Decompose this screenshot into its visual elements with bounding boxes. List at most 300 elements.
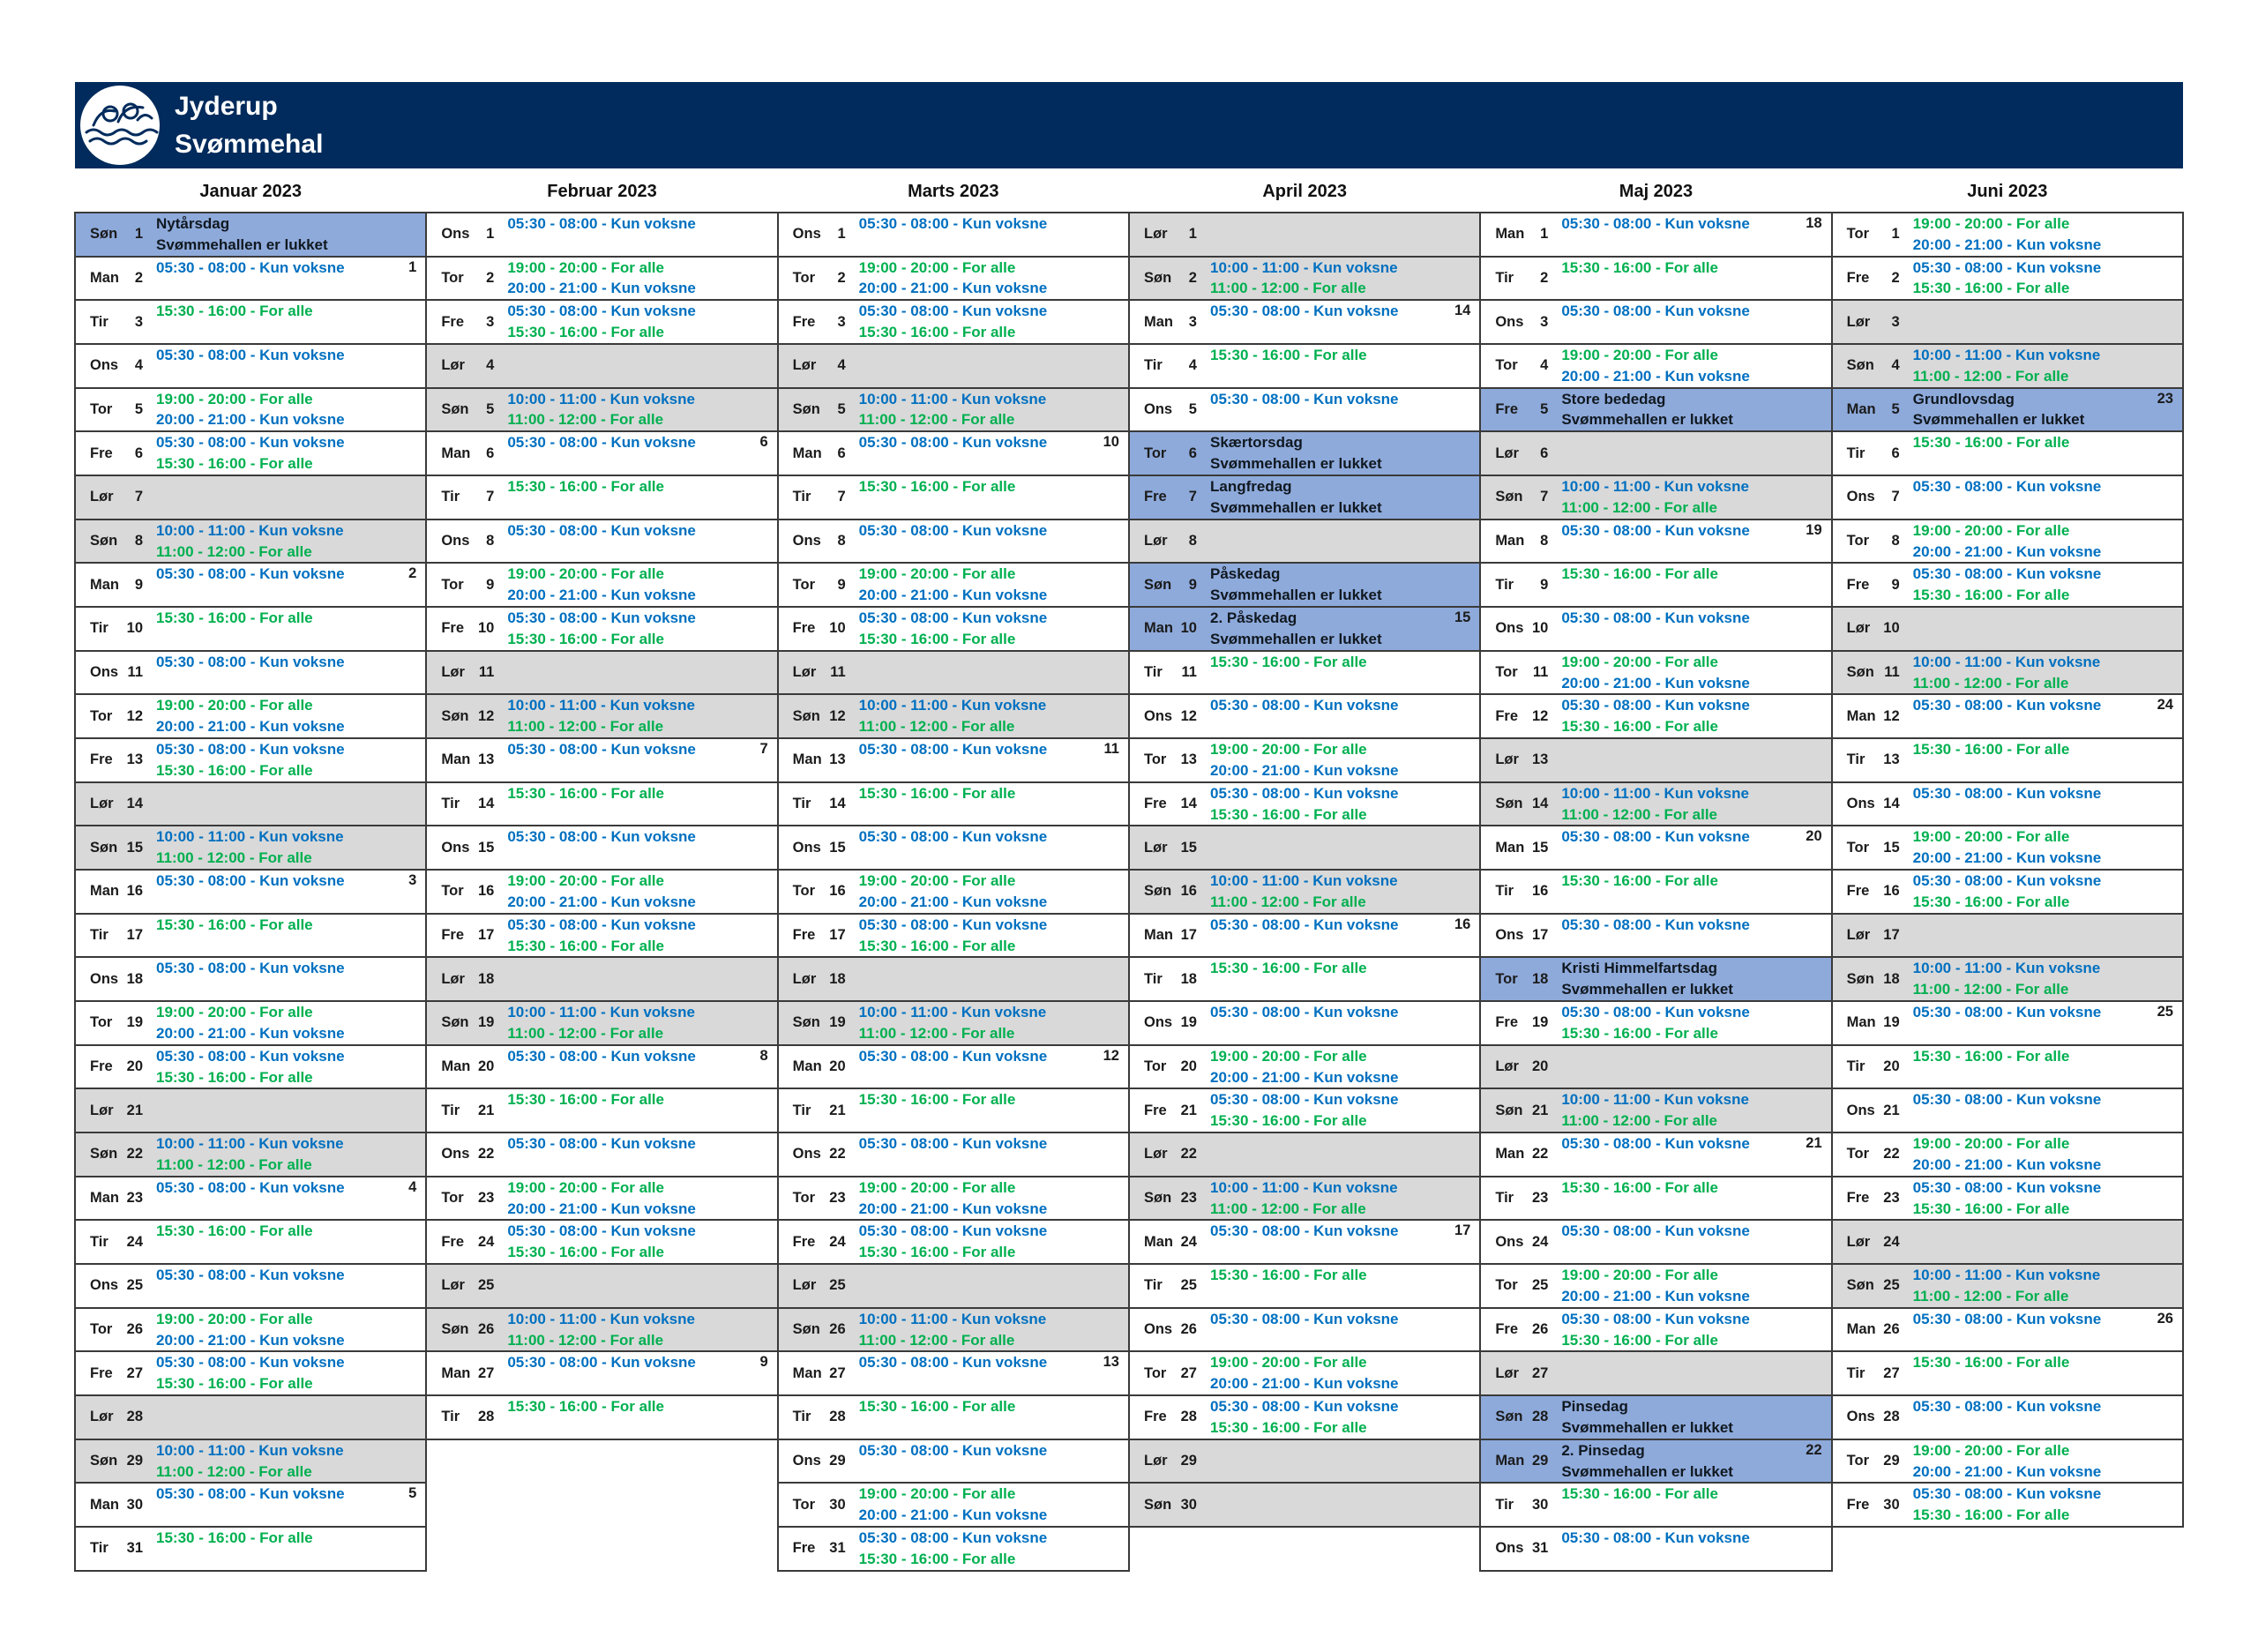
swimmer-logo-icon [79, 85, 161, 166]
day-events [859, 520, 1048, 542]
day-cell [779, 1263, 1128, 1307]
day-events [859, 1528, 1048, 1570]
day-number: 17 [1531, 927, 1549, 944]
day-label [1144, 213, 1197, 256]
day-events [507, 915, 696, 957]
weekday: Søn [1495, 1409, 1523, 1425]
day-events [1561, 1002, 1750, 1044]
session-time: 05:30 - 08:00 - Kun voksne [1209, 784, 1399, 802]
session-time: 11:00 - 12:00 - For alle [156, 1462, 312, 1480]
day-label [1495, 1352, 1548, 1394]
day-label [441, 301, 494, 343]
day-label [1847, 783, 1900, 826]
day-cell [427, 562, 776, 606]
day-label [1144, 476, 1197, 519]
day-number: 10 [126, 620, 143, 637]
day-number: 18 [477, 970, 495, 987]
day-label [1495, 695, 1548, 737]
day-cell [427, 1263, 776, 1307]
day-cell [1481, 825, 1830, 869]
day-cell [1833, 1263, 2182, 1307]
weekday: Man [1495, 226, 1525, 243]
day-number: 13 [477, 751, 495, 768]
day-events [1210, 652, 1367, 673]
day-cell [427, 1132, 776, 1176]
day-label [793, 608, 846, 650]
day-number: 6 [134, 445, 143, 461]
session-time: 19:00 - 20:00 - For alle [1912, 828, 2070, 846]
day-cell [427, 213, 776, 256]
session-time: 15:30 - 16:00 - For alle [858, 937, 1016, 954]
day-events [1210, 915, 1399, 936]
weekday: Tir [1495, 883, 1514, 900]
session-time: 10:00 - 11:00 - Kun voksne [1912, 347, 2101, 364]
day-label [90, 652, 143, 694]
day-label [793, 783, 846, 826]
day-events [507, 1046, 696, 1067]
day-number: 4 [486, 357, 495, 374]
day-number: 22 [126, 1146, 143, 1162]
session-time: 11:00 - 12:00 - For alle [1209, 280, 1366, 297]
day-events [507, 476, 664, 497]
day-cell [779, 1350, 1128, 1394]
day-cell [779, 1394, 1128, 1439]
day-number: 3 [1188, 313, 1197, 330]
day-number: 6 [1891, 445, 1900, 461]
day-label [1847, 1396, 1900, 1439]
weekday: Tir [1495, 576, 1514, 593]
day-events [1561, 564, 1718, 585]
day-events [1913, 213, 2102, 256]
weekday: Tir [1143, 1277, 1163, 1294]
weekday: Tor [441, 883, 464, 900]
weekday: Fre [1143, 489, 1167, 505]
day-events [156, 1002, 345, 1044]
day-events [1210, 695, 1399, 716]
day-number: 16 [477, 883, 495, 900]
day-label [1144, 695, 1197, 737]
day-label [90, 826, 143, 869]
session-time: 05:30 - 08:00 - Kun voksne [1209, 303, 1399, 320]
day-number: 4 [1188, 357, 1197, 374]
session-time: 20:00 - 21:00 - Kun voksne [507, 587, 696, 604]
session-time: 05:30 - 08:00 - Kun voksne [1912, 1485, 2102, 1503]
day-label [441, 389, 494, 431]
weekday: Søn [1143, 883, 1172, 900]
weekday: Tir [1495, 1496, 1514, 1513]
day-cell [1130, 1439, 1479, 1483]
day-cell [76, 693, 425, 737]
day-label [1495, 958, 1548, 1000]
day-cell [76, 475, 425, 519]
day-label [90, 1265, 143, 1307]
weekday: Lør [792, 357, 817, 374]
session-time: 19:00 - 20:00 - For alle [507, 872, 664, 890]
day-label [90, 1352, 143, 1394]
day-cell [1833, 693, 2182, 737]
day-events [859, 301, 1048, 343]
weekday: Ons [1846, 1102, 1875, 1118]
weekday: Man [441, 1058, 471, 1075]
weekday: Fre [90, 1364, 113, 1381]
weekday: Ons [1495, 1540, 1524, 1557]
session-time: 10:00 - 11:00 - Kun voksne [156, 1135, 344, 1153]
session-time: 15:30 - 16:00 - For alle [858, 1244, 1016, 1261]
day-cell [76, 1219, 425, 1263]
day-label [1144, 1309, 1197, 1351]
session-time: 10:00 - 11:00 - Kun voksne [507, 390, 695, 407]
day-number: 26 [126, 1321, 143, 1338]
day-label [1495, 1265, 1548, 1307]
day-label [90, 1002, 143, 1044]
day-label [1495, 826, 1548, 869]
session-time: 05:30 - 08:00 - Kun voksne [1561, 1135, 1750, 1153]
session-time: 10:00 - 11:00 - Kun voksne [156, 1441, 344, 1459]
weekday: Søn [90, 839, 118, 856]
weekday: Søn [90, 1453, 118, 1469]
day-events [1210, 739, 1399, 781]
day-label [1495, 258, 1548, 300]
day-label [441, 695, 494, 737]
weekday: Tir [1846, 751, 1865, 768]
day-events [1210, 301, 1399, 322]
day-label [793, 520, 846, 563]
day-cell [427, 1088, 776, 1132]
day-number: 1 [1188, 226, 1197, 243]
day-events [1561, 1396, 1733, 1439]
day-label [441, 608, 494, 650]
day-cell [427, 650, 776, 694]
week-number: 19 [1806, 521, 1822, 538]
day-cell [1481, 299, 1830, 343]
day-number: 27 [477, 1364, 495, 1381]
weekday: Ons [792, 839, 821, 856]
day-number: 22 [477, 1146, 495, 1162]
day-cell [1130, 475, 1479, 519]
session-time: 10:00 - 11:00 - Kun voksne [1209, 1178, 1398, 1196]
day-cell [1130, 1044, 1479, 1088]
day-label [793, 1046, 846, 1088]
day-number: 11 [1181, 664, 1197, 681]
day-label [1144, 1089, 1197, 1132]
day-cell [427, 1000, 776, 1044]
day-number: 23 [477, 1190, 495, 1207]
day-events [507, 1221, 696, 1263]
weekday: Ons [90, 664, 119, 681]
day-number: 27 [1531, 1364, 1549, 1381]
session-time: 15:30 - 16:00 - For alle [156, 303, 313, 320]
day-number: 27 [1883, 1364, 1900, 1381]
day-number: 8 [134, 533, 143, 549]
day-number: 18 [126, 970, 143, 987]
day-events [1913, 826, 2102, 869]
day-number: 4 [1891, 357, 1900, 374]
week-number: 24 [2157, 697, 2173, 714]
day-events [1561, 1089, 1749, 1132]
day-label [1144, 1440, 1197, 1483]
day-label [1495, 1089, 1548, 1132]
session-time: 20:00 - 21:00 - Kun voksne [858, 893, 1048, 910]
weekday: Tir [1143, 357, 1163, 374]
day-events [1210, 389, 1399, 410]
session-time: 15:30 - 16:00 - For alle [507, 324, 664, 341]
month-header: Februar 2023 [547, 182, 657, 201]
day-number: 2 [837, 270, 846, 286]
day-number: 13 [1531, 751, 1549, 768]
day-label [90, 564, 143, 606]
day-cell [76, 1526, 425, 1570]
day-cell [779, 956, 1128, 1000]
day-cell [1130, 213, 1479, 256]
day-cell [1833, 956, 2182, 1000]
day-cell [1130, 562, 1479, 606]
day-cell [1833, 299, 2182, 343]
session-time: 05:30 - 08:00 - Kun voksne [858, 303, 1048, 320]
day-number: 20 [1531, 1058, 1549, 1075]
session-time: 05:30 - 08:00 - Kun voksne [156, 741, 345, 759]
session-time: 05:30 - 08:00 - Kun voksne [1209, 1004, 1399, 1021]
day-label [1495, 389, 1548, 431]
day-number: 27 [829, 1364, 846, 1381]
month-header: April 2023 [1262, 182, 1347, 201]
weekday: Ons [1846, 796, 1875, 812]
day-label [1144, 871, 1197, 913]
day-cell [1481, 562, 1830, 606]
session-time: 19:00 - 20:00 - For alle [858, 565, 1016, 583]
week-number: 16 [1454, 916, 1471, 932]
session-time: 05:30 - 08:00 - Kun voksne [507, 303, 696, 320]
day-events [507, 739, 696, 760]
session-time: 15:30 - 16:00 - For alle [1209, 347, 1367, 364]
day-number: 18 [1180, 970, 1197, 987]
day-events [1561, 476, 1749, 519]
day-cell [1833, 256, 2182, 300]
day-cell [779, 825, 1128, 869]
day-label [1495, 564, 1548, 606]
day-number: 28 [126, 1409, 143, 1425]
day-cell [1130, 606, 1479, 650]
day-label [441, 1265, 494, 1307]
weekday: Lør [1846, 620, 1871, 637]
day-cell [1481, 1088, 1830, 1132]
session-time: 15:30 - 16:00 - For alle [858, 478, 1016, 496]
day-label [793, 301, 846, 343]
day-label [441, 1352, 494, 1394]
weekday: Tor [1495, 357, 1518, 374]
day-events [1210, 1221, 1399, 1242]
day-number: 13 [1883, 751, 1900, 768]
day-label [1144, 1352, 1197, 1394]
session-time: 10:00 - 11:00 - Kun voksne [1209, 872, 1398, 890]
weekday: Man [90, 1190, 119, 1207]
session-time: 15:30 - 16:00 - For alle [1561, 872, 1718, 890]
weekday: Ons [1495, 620, 1524, 637]
weekday: Søn [441, 401, 469, 418]
day-number: 2 [1188, 270, 1197, 286]
day-label [793, 1133, 846, 1176]
month-header: Januar 2023 [199, 182, 302, 201]
day-events [1210, 1002, 1399, 1023]
day-label [793, 1265, 846, 1307]
day-number: 9 [134, 576, 143, 593]
weekday: Man [441, 1364, 471, 1381]
month-column [1479, 212, 1832, 1572]
session-time: 15:30 - 16:00 - For alle [507, 937, 664, 954]
session-time: 20:00 - 21:00 - Kun voksne [858, 1200, 1048, 1217]
weekday: Søn [441, 1014, 469, 1031]
day-number: 5 [1540, 401, 1549, 418]
day-events [859, 739, 1048, 760]
weekday: Ons [441, 839, 470, 856]
day-number: 25 [477, 1277, 495, 1294]
day-events [156, 958, 345, 979]
day-number: 4 [134, 357, 143, 374]
day-number: 11 [127, 664, 143, 681]
day-label [1847, 213, 1900, 256]
day-cell [427, 1176, 776, 1220]
session-time: 05:30 - 08:00 - Kun voksne [156, 1178, 345, 1196]
day-cell [1130, 1088, 1479, 1132]
day-label [441, 826, 494, 869]
day-events [1913, 783, 2102, 804]
day-events [859, 1396, 1016, 1417]
day-cell [1481, 956, 1830, 1000]
closed-notice: Svømmehallen er lukket [1561, 1462, 1733, 1480]
day-label [90, 1396, 143, 1439]
session-time: 20:00 - 21:00 - Kun voksne [156, 1331, 345, 1349]
day-cell [779, 737, 1128, 781]
day-label [1495, 301, 1548, 343]
session-time: 05:30 - 08:00 - Kun voksne [1209, 697, 1399, 714]
day-number: 16 [1531, 883, 1549, 900]
day-cell [779, 1132, 1128, 1176]
week-number: 9 [759, 1354, 768, 1371]
weekday: Tor [1143, 1058, 1167, 1075]
day-events [156, 301, 313, 322]
day-events [1561, 1133, 1750, 1155]
session-time: 11:00 - 12:00 - For alle [1561, 498, 1718, 516]
session-time: 19:00 - 20:00 - For alle [858, 1178, 1016, 1196]
session-time: 05:30 - 08:00 - Kun voksne [1561, 1222, 1750, 1240]
session-time: 19:00 - 20:00 - For alle [1561, 653, 1718, 670]
weekday: Ons [792, 1453, 821, 1469]
day-number: 21 [1883, 1102, 1900, 1118]
day-events [156, 915, 313, 936]
day-number: 12 [1883, 707, 1900, 724]
header-bar [75, 82, 2183, 168]
day-number: 2 [1891, 270, 1900, 286]
session-time: 05:30 - 08:00 - Kun voksne [507, 609, 696, 627]
session-time: 05:30 - 08:00 - Kun voksne [858, 434, 1048, 452]
day-label [793, 915, 846, 957]
day-number: 19 [477, 1014, 495, 1031]
day-cell [1481, 693, 1830, 737]
day-number: 21 [126, 1102, 143, 1118]
session-time: 11:00 - 12:00 - For alle [1561, 1112, 1718, 1130]
day-events [156, 1177, 345, 1199]
day-number: 8 [1540, 533, 1549, 549]
day-number: 12 [1180, 707, 1197, 724]
day-cell [1130, 1000, 1479, 1044]
day-events [507, 432, 696, 453]
day-number: 14 [829, 796, 846, 812]
weekday: Man [792, 445, 822, 461]
holiday-name: Skærtorsdag [1209, 434, 1303, 452]
session-time: 10:00 - 11:00 - Kun voksne [1209, 258, 1398, 276]
session-time: 19:00 - 20:00 - For alle [156, 1310, 313, 1327]
day-number: 21 [1531, 1102, 1549, 1118]
week-number: 15 [1454, 609, 1471, 626]
day-label [90, 432, 143, 475]
day-label [441, 1046, 494, 1088]
day-cell [1833, 1088, 2182, 1132]
day-number: 31 [126, 1540, 143, 1557]
day-events [1561, 783, 1749, 826]
day-label [1144, 608, 1197, 650]
day-cell [1833, 475, 2182, 519]
day-events [507, 258, 696, 300]
day-cell [427, 606, 776, 650]
day-label [1847, 1089, 1900, 1132]
session-time: 05:30 - 08:00 - Kun voksne [507, 828, 696, 846]
day-cell [1833, 737, 2182, 781]
weekday: Søn [1143, 1496, 1172, 1513]
weekday: Søn [792, 1014, 820, 1031]
day-number: 24 [1531, 1233, 1549, 1250]
day-events [1561, 695, 1750, 737]
day-label [1847, 1352, 1900, 1394]
day-cell [1833, 343, 2182, 387]
session-time: 15:30 - 16:00 - For alle [1912, 587, 2070, 604]
day-number: 30 [1180, 1496, 1197, 1513]
day-label [793, 1352, 846, 1394]
day-cell [76, 562, 425, 606]
weekday: Tir [1846, 1058, 1865, 1075]
session-time: 05:30 - 08:00 - Kun voksne [1561, 916, 1750, 933]
day-events [156, 432, 345, 475]
day-number: 6 [1540, 445, 1549, 461]
day-number: 26 [829, 1321, 846, 1338]
day-cell [1833, 1132, 2182, 1176]
day-events [156, 1265, 345, 1286]
day-cell [76, 869, 425, 913]
day-number: 5 [1188, 401, 1197, 418]
weekday: Fre [1846, 576, 1870, 593]
session-time: 15:30 - 16:00 - For alle [1209, 653, 1367, 670]
day-cell [779, 299, 1128, 343]
day-label [1495, 739, 1548, 781]
session-time: 05:30 - 08:00 - Kun voksne [1209, 1398, 1399, 1416]
session-time: 15:30 - 16:00 - For alle [156, 609, 313, 627]
weekday: Søn [1143, 1190, 1172, 1207]
day-cell [1130, 1482, 1479, 1526]
day-cell [76, 1482, 425, 1526]
day-events [859, 258, 1048, 300]
holiday-name: Store bededag [1561, 390, 1666, 407]
weekday: Søn [1846, 664, 1874, 681]
day-label [1847, 1484, 1900, 1526]
day-events [859, 1440, 1048, 1461]
weekday: Fre [792, 1540, 816, 1557]
month-column [425, 212, 778, 1440]
day-cell [1833, 1219, 2182, 1263]
day-events [156, 1484, 345, 1505]
day-label [90, 389, 143, 431]
day-label [1847, 1046, 1900, 1088]
day-number: 26 [1883, 1321, 1900, 1338]
day-label [793, 652, 846, 694]
session-time: 15:30 - 16:00 - For alle [1561, 258, 1718, 276]
